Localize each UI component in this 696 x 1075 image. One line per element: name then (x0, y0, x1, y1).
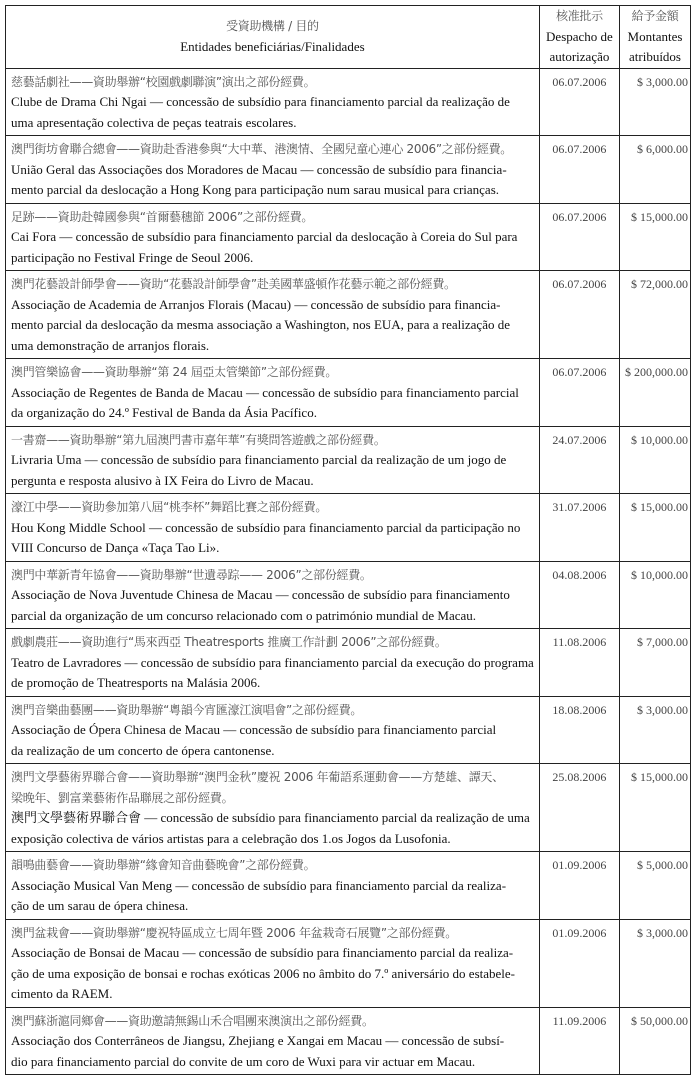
description-pt: mento parcial da deslocação da mesma associação a Washington, nos EUA, para a realização de (11, 317, 510, 332)
description-zh: 一書齋——資助舉辦“第九屆澳門書市嘉年華”有獎問答遊戲之部份經費。 (11, 432, 386, 447)
authorization-date: 31.07.2006 (552, 500, 607, 514)
amount: $ 72,000.00 (631, 277, 688, 291)
header-entities-zh: 受資助機構 / 目的 (226, 19, 319, 34)
header-amount-pt2: atribuídos (629, 49, 681, 64)
table-row (6, 359, 691, 427)
authorization-date-cell (539, 764, 619, 852)
description-pt: Cai Fora — concessão de subsídio para financiamento parcial da deslocação à Coreia do Sul para (11, 229, 518, 244)
header-authorization-zh: 核准批示 (556, 9, 603, 23)
amount-cell (620, 561, 691, 629)
amount-cell (620, 696, 691, 764)
description-pt: mento parcial da deslocação a Hong Kong para participação num sarau musical para crianças. (11, 182, 500, 197)
authorization-date: 25.08.2006 (552, 770, 607, 784)
table-header (6, 6, 691, 69)
amount: $ 3,000.00 (637, 925, 688, 940)
authorization-date-cell (539, 68, 619, 136)
description-pt: uma demonstração de arranjos florais. (11, 337, 210, 353)
amount-cell (620, 919, 691, 1007)
description-pt: Associação dos Conterrâneos de Jiangsu, Zhejiang e Xangai em Macau — concessão de subsí- (11, 1033, 505, 1048)
description-pt: Clube de Drama Chi Ngai — concessão de subsídio para financiamento parcial da realização de (11, 94, 510, 109)
amount: $ 7,000.00 (637, 635, 688, 649)
amount: $ 50,000.00 (631, 1013, 688, 1028)
authorization-date: 06.07.2006 (552, 74, 607, 89)
description-zh: 韻鳴曲藝會——資助舉辦“緣會知音曲藝晚會”之部份經費。 (11, 858, 316, 872)
authorization-date-cell (539, 359, 619, 427)
description-pt: Associação de Bonsai de Macau — concessão de subsídio para financiamento parcial da realiza- (11, 945, 514, 960)
table-row (6, 696, 691, 764)
description-pt: pergunta e resposta alusivo à IX Feira do Livro de Macau. (11, 472, 314, 488)
amount: $ 15,000.00 (631, 770, 688, 784)
header-authorization-pt2: autorização (549, 49, 610, 64)
entity-purpose-cell (6, 764, 540, 852)
authorization-date-cell (539, 494, 619, 562)
amount: $ 3,000.00 (637, 74, 688, 89)
amount: $ 200,000.00 (625, 365, 688, 379)
authorization-date-cell (539, 203, 619, 271)
entity-purpose-cell (6, 271, 540, 359)
amount-cell (620, 629, 691, 697)
description-pt: exposição colectiva de vários artistas para a celebração dos 1.os Jogos da Lusofonia. (11, 830, 451, 846)
table-row (6, 426, 691, 494)
amount: $ 5,000.00 (637, 858, 688, 872)
header-authorization-pt1: Despacho de (546, 28, 613, 44)
description-pt: da organização do 24.º Festival de Banda da Ásia Pacífico. (11, 405, 317, 420)
authorization-date-cell (539, 1007, 619, 1075)
description-zh: 戲劇農莊——資助進行“馬來西亞 Theatresports 推廣工作計劃 2006”之部份經費。 (11, 635, 447, 649)
entity-purpose-cell (6, 561, 540, 629)
amount: $ 15,000.00 (631, 500, 688, 514)
description-pt: Teatro de Lavradores — concessão de subsídio para financiamento parcial da execução do programa (11, 654, 534, 670)
authorization-date: 04.08.2006 (552, 567, 607, 582)
description-pt: Associação de Regentes de Banda de Macau — concessão de subsídio para financiamento parcial (11, 384, 519, 400)
description-pt: cimento da RAEM. (11, 986, 113, 1001)
authorization-date: 11.08.2006 (552, 635, 607, 649)
description-zh: 足跡——資助赴韓國參與“首爾藝穗節 2006”之部份經費。 (11, 209, 314, 224)
description-pt: uma apresentação colectiva de peças teatrais escolares. (11, 114, 297, 130)
description-pt: VIII Concurso de Dança «Taça Tao Li». (11, 540, 220, 555)
description-zh: 慈藝話劇社——資助舉辦“校園戲劇聯演”演出之部份經費。 (11, 74, 316, 89)
authorization-date: 01.09.2006 (552, 858, 607, 872)
entity-purpose-cell (6, 359, 540, 427)
amount-cell (620, 426, 691, 494)
table-row (6, 271, 691, 359)
description-pt: Hou Kong Middle School — concessão de subsídio para financiamento parcial da participação no (11, 519, 521, 535)
amount-cell (620, 271, 691, 359)
amount: $ 3,000.00 (637, 702, 688, 717)
authorization-date-cell (539, 919, 619, 1007)
amount-cell (620, 764, 691, 852)
description-pt: Associação Musical Van Meng — concessão de subsídio para financiamento parcial da realiza- (11, 877, 507, 893)
table-row (6, 494, 691, 562)
authorization-date: 06.07.2006 (552, 209, 607, 224)
entity-purpose-cell (6, 426, 540, 494)
table-row (6, 919, 691, 1007)
entity-purpose-cell (6, 1007, 540, 1075)
table-row (6, 629, 691, 697)
header-amount-zh: 給予金額 (631, 9, 679, 23)
entity-purpose-cell (6, 852, 540, 920)
table-row (6, 203, 691, 271)
description-pt: 澳門文學藝術界聯合會 — concessão de subsídio para financiamento parcial da realização de uma (11, 810, 530, 825)
authorization-date: 06.07.2006 (552, 142, 607, 156)
entity-purpose-cell (6, 629, 540, 697)
subsidy-table (5, 5, 691, 1075)
description-pt: ção de uma exposição de bonsai e rochas exóticas 2006 no âmbito do 7.º aniversário do estabele- (11, 965, 516, 981)
entity-purpose-cell (6, 203, 540, 271)
table-row (6, 68, 691, 136)
header-entities-pt: Entidades beneficiárias/Finalidades (180, 38, 365, 54)
description-zh: 濠江中學——資助參加第八屆“桃李杯”舞蹈比賽之部份經費。 (11, 500, 328, 514)
description-pt: ção de um sarau de ópera chinesa. (11, 898, 189, 913)
description-pt: Associação de Nova Juventude Chinesa de Macau — concessão de subsídio para financiamento (11, 587, 510, 602)
description-zh: 澳門管樂協會——資助舉辦“第 24 屆亞太管樂節”之部份經費。 (11, 365, 338, 379)
amount: $ 6,000.00 (637, 142, 688, 156)
description-zh: 澳門中華新青年協會——資助舉辦“世遺尋踪—— 2006”之部份經費。 (11, 567, 372, 582)
description-zh: 澳門盆栽會——資助舉辦“慶祝特區成立七周年暨 2006 年盆栽奇石展覽”之部份經費。 (11, 925, 458, 940)
authorization-date-cell (539, 852, 619, 920)
amount-cell (620, 494, 691, 562)
entity-purpose-cell (6, 696, 540, 764)
authorization-date-cell (539, 696, 619, 764)
entity-purpose-cell (6, 136, 540, 204)
authorization-date-cell (539, 426, 619, 494)
authorization-date-cell (539, 136, 619, 204)
table-body (6, 68, 691, 1075)
description-zh: 澳門蘇浙滬同鄉會——資助邀請無錫山禾合唱團來澳演出之部份經費。 (11, 1013, 374, 1028)
amount-cell (620, 852, 691, 920)
table-row (6, 852, 691, 920)
amount-cell (620, 1007, 691, 1075)
amount-cell (620, 136, 691, 204)
amount: $ 10,000.00 (631, 567, 688, 582)
description-zh: 澳門文學藝術界聯合會——資助舉辦“澳門金秋”慶祝 2006 年葡語系運動會——方楚雄、譚天、 (11, 770, 504, 784)
description-zh: 澳門街坊會聯合總會——資助赴香港參與“大中華、港澳情、全國兒童心連心 2006”之部份經費。 (11, 142, 512, 156)
authorization-date: 18.08.2006 (552, 702, 607, 717)
amount: $ 10,000.00 (631, 432, 688, 447)
header-authorization (539, 6, 619, 69)
authorization-date-cell (539, 629, 619, 697)
amount-cell (620, 68, 691, 136)
description-pt: da realização de um concerto de ópera cantonense. (11, 742, 275, 758)
table-row (6, 136, 691, 204)
table-row (6, 764, 691, 852)
description-pt: Associação de Academia de Arranjos Florais (Macau) — concessão de subsídio para financia- (11, 296, 501, 312)
table-row (6, 561, 691, 629)
authorization-date: 11.09.2006 (552, 1013, 607, 1028)
amount-cell (620, 359, 691, 427)
amount: $ 15,000.00 (631, 209, 688, 224)
description-pt: parcial da organização de um concurso relacionado com o património mundial de Macau. (11, 607, 477, 623)
description-zh: 梁晚年、劉富業藝術作品聯展之部份經費。 (11, 790, 234, 805)
authorization-date: 06.07.2006 (552, 365, 607, 379)
description-pt: Livraria Uma — concessão de subsídio para financiamento parcial da realização de um jogo de (11, 452, 507, 467)
table-row (6, 1007, 691, 1075)
entity-purpose-cell (6, 919, 540, 1007)
description-zh: 澳門音樂曲藝團——資助舉辦“粵韻今宵匯濠江演唱會”之部份經費。 (11, 702, 363, 717)
description-zh: 澳門花藝設計師學會——資助“花藝設計師學會”赴美國華盛頓作花藝示範之部份經費。 (11, 277, 456, 291)
authorization-date: 24.07.2006 (552, 432, 607, 447)
description-pt: Associação de Ópera Chinesa de Macau — concessão de subsídio para financiamento parcial (11, 722, 497, 737)
entity-purpose-cell (6, 68, 540, 136)
description-pt: participação no Festival Fringe de Seoul 2006. (11, 249, 254, 265)
header-amount-pt1: Montantes (627, 28, 683, 44)
entity-purpose-cell (6, 494, 540, 562)
authorization-date-cell (539, 271, 619, 359)
authorization-date: 01.09.2006 (552, 925, 607, 940)
authorization-date: 06.07.2006 (552, 277, 607, 291)
description-pt: de promoção de Theatresports na Malásia 2006. (11, 675, 261, 690)
header-amount (620, 6, 691, 69)
authorization-date-cell (539, 561, 619, 629)
description-pt: dio para financiamento parcial do convite de um coro de Wuxi para vir actuar em Macau. (11, 1053, 476, 1069)
amount-cell (620, 203, 691, 271)
header-entities (6, 6, 540, 69)
description-pt: União Geral das Associações dos Moradores de Macau — concessão de subsídio para financia- (11, 161, 507, 177)
